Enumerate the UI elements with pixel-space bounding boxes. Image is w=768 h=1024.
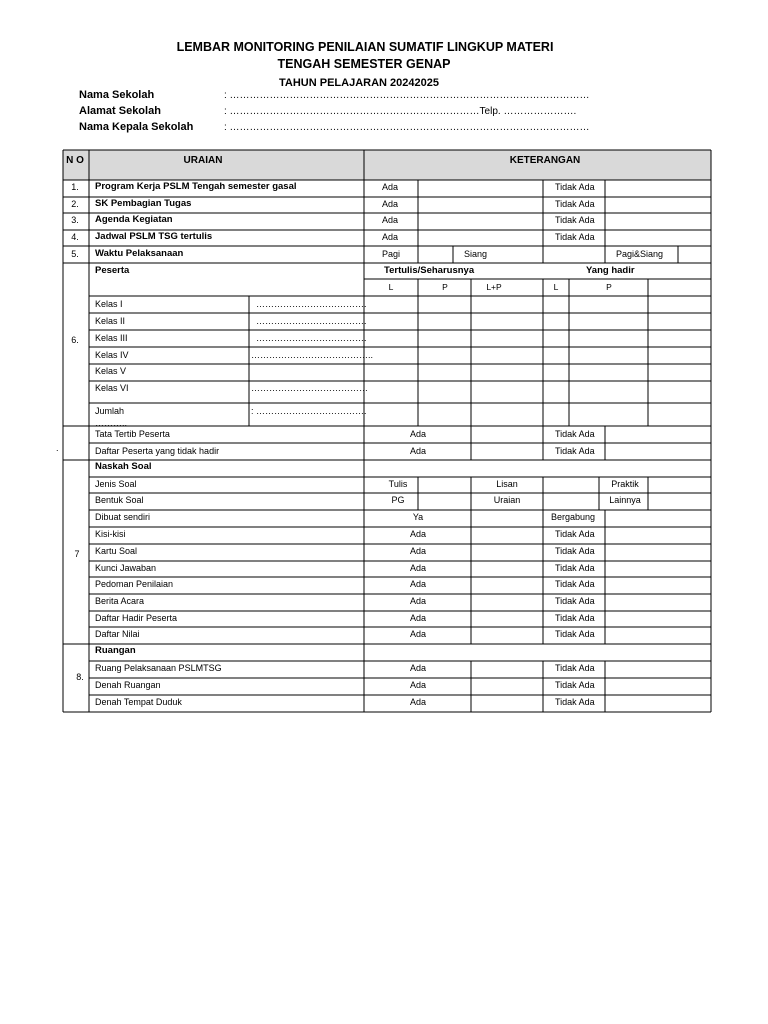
row-label: Denah Ruangan: [95, 680, 161, 690]
kelas-label: Kelas IV: [95, 350, 129, 360]
field-value-nama-sekolah: : ………………………………………………………………………………………………: [224, 90, 590, 101]
cell-ada: Ada: [409, 529, 427, 539]
cell-tidak-ada: Tidak Ada: [555, 563, 595, 573]
cell-ada: Ada: [409, 663, 427, 673]
cell-pg: PG: [391, 495, 405, 505]
kelas-dots: …………………………………..: [251, 350, 374, 360]
row-label: Daftar Hadir Peserta: [95, 613, 178, 623]
row-label: Ruang Pelaksanaan PSLMTSG: [95, 663, 222, 673]
row-no: 2.: [71, 199, 79, 209]
col-p: P: [442, 282, 448, 292]
row-label: Jenis Soal: [95, 479, 137, 489]
col-l: L: [388, 282, 394, 292]
cell-ada: Ada: [382, 232, 399, 242]
kelas-label: Kelas I: [95, 299, 123, 309]
cell-ada: Ada: [409, 429, 427, 439]
jumlah-label: Jumlah: [95, 406, 125, 416]
row-label: Dibuat sendiri: [95, 512, 151, 522]
kelas-label: Kelas III: [95, 333, 128, 343]
cell-tidak-ada: Tidak Ada: [555, 546, 595, 556]
row-label: Agenda Kegiatan: [95, 214, 173, 225]
field-value-kepala-sekolah: : ………………………………………………………………………………………………: [224, 122, 590, 133]
cell-ada: Ada: [409, 613, 427, 623]
row-label: Kisi-kisi: [95, 529, 126, 539]
cell-tidak-ada: Tidak Ada: [555, 429, 595, 439]
cell-siang: Siang: [464, 249, 488, 259]
cell-tidak-ada: Tidak Ada: [555, 613, 595, 623]
row-label: Daftar Peserta yang tidak hadir: [95, 446, 220, 456]
cell-ada: Ada: [409, 596, 427, 606]
row-label-ruangan: Ruangan: [95, 645, 136, 656]
margin-dot: .: [56, 443, 59, 453]
kelas-dots: ……………………………….: [256, 333, 367, 343]
cell-tidak-ada: Tidak Ada: [555, 680, 595, 690]
row-no: 6.: [71, 335, 79, 345]
cell-tertulis: Tertulis/Seharusnya: [384, 265, 475, 276]
row-label-waktu: Waktu Pelaksanaan: [95, 248, 184, 259]
row-label: Berita Acara: [95, 596, 145, 606]
cell-lainnya: Lainnya: [609, 495, 641, 505]
field-label-alamat-sekolah: Alamat Sekolah: [79, 105, 161, 117]
cell-tidak-ada: Tidak Ada: [555, 215, 595, 225]
cell-tulis: Tulis: [388, 479, 408, 489]
row-label: Jadwal PSLM TSG tertulis: [95, 231, 213, 242]
jumlah-dots: : ……………………………….: [251, 406, 367, 416]
kelas-label: Kelas V: [95, 366, 127, 376]
col-p: P: [606, 282, 612, 292]
cell-tidak-ada: Tidak Ada: [555, 579, 595, 589]
row-no: 4.: [71, 232, 79, 242]
row-label: Tata Tertib Peserta: [95, 429, 170, 439]
table-header-uraian: URAIAN: [183, 155, 223, 166]
kelas-dots: ……………………………….: [256, 316, 367, 326]
cell-ada: Ada: [409, 546, 427, 556]
row-no: 5.: [71, 249, 79, 259]
field-label-kepala-sekolah: Nama Kepala Sekolah: [79, 121, 194, 133]
kelas-label: Kelas II: [95, 316, 126, 326]
row-no: 8.: [76, 672, 84, 682]
academic-year: TAHUN PELAJARAN 20242025: [279, 77, 439, 89]
cell-tidak-ada: Tidak Ada: [555, 629, 595, 639]
cell-bergabung: Bergabung: [551, 512, 596, 522]
field-label-nama-sekolah: Nama Sekolah: [79, 89, 155, 101]
cell-ada: Ada: [409, 697, 427, 707]
cell-ada: Ada: [382, 182, 399, 192]
col-lp: L+P: [486, 282, 502, 292]
cell-tidak-ada: Tidak Ada: [555, 182, 595, 192]
table-header-background: [63, 150, 711, 180]
row-label: SK Pembagian Tugas: [95, 198, 192, 209]
cell-tidak-ada: Tidak Ada: [555, 697, 595, 707]
cell-tidak-ada: Tidak Ada: [555, 232, 595, 242]
row-label: Bentuk Soal: [95, 495, 144, 505]
cell-ada: Ada: [382, 215, 399, 225]
col-l: L: [553, 282, 559, 292]
cell-ada: Ada: [409, 680, 427, 690]
document-title: LEMBAR MONITORING PENILAIAN SUMATIF LINGKUP MATERI: [176, 40, 554, 54]
row-label: Kartu Soal: [95, 546, 138, 556]
table-header-keterangan: KETERANGAN: [509, 155, 581, 166]
cell-tidak-ada: Tidak Ada: [555, 529, 595, 539]
field-value-alamat-sekolah: : …………………………………………………………………Telp. ………………….: [224, 106, 577, 117]
row-label: Daftar Nilai: [95, 629, 140, 639]
row-label: Denah Tempat Duduk: [95, 697, 182, 707]
cell-ada: Ada: [409, 579, 427, 589]
cell-tidak-ada: Tidak Ada: [555, 446, 595, 456]
cell-ada: Ada: [409, 629, 427, 639]
row-label: Program Kerja PSLM Tengah semester gasal: [95, 181, 297, 192]
kelas-label: Kelas VI: [95, 383, 129, 393]
cell-ada: Ada: [409, 563, 427, 573]
cell-ya: Ya: [412, 512, 424, 522]
row-label-peserta: Peserta: [95, 265, 130, 276]
row-no: 3.: [71, 215, 79, 225]
table-header-no: N O: [66, 155, 84, 166]
row-label: Kunci Jawaban: [95, 563, 157, 573]
cell-tidak-ada: Tidak Ada: [555, 663, 595, 673]
row-label: Pedoman Penilaian: [95, 579, 174, 589]
row-no: 1.: [71, 182, 79, 192]
cell-ada: Ada: [409, 446, 427, 456]
kelas-dots: ……………………………….: [256, 299, 367, 309]
cell-tidak-ada: Tidak Ada: [555, 596, 595, 606]
row-label-naskah: Naskah Soal: [95, 461, 152, 472]
jumlah-dots-continued: ………..: [95, 418, 128, 428]
cell-yang-hadir: Yang hadir: [586, 265, 635, 276]
kelas-dots: …………………………………: [251, 383, 368, 393]
cell-pagi: Pagi: [382, 249, 401, 259]
document-subtitle: TENGAH SEMESTER GENAP: [277, 57, 451, 71]
cell-praktik: Praktik: [611, 479, 639, 489]
cell-uraian: Uraian: [493, 495, 521, 505]
cell-pagi-siang: Pagi&Siang: [616, 249, 664, 259]
cell-ada: Ada: [382, 199, 399, 209]
cell-tidak-ada: Tidak Ada: [555, 199, 595, 209]
row-no: 7: [74, 549, 80, 559]
cell-lisan: Lisan: [496, 479, 518, 489]
